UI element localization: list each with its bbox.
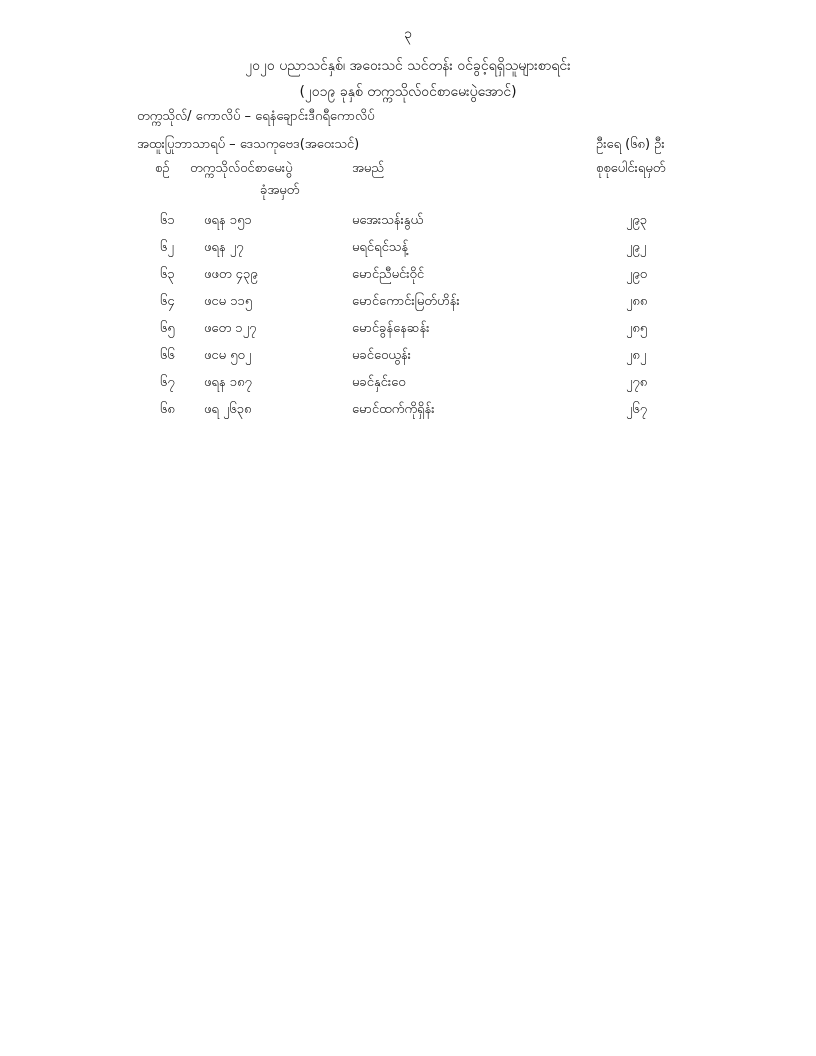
header-exam-id-line2: ခုံအမှတ် — [260, 183, 300, 198]
marks-cell: ၂၈၂ — [626, 348, 647, 363]
exam-id-cell: ဖရန ၂၇ — [204, 240, 244, 255]
name-cell: မခင်နှင်းဝေ — [352, 375, 406, 390]
marks-cell: ၂၈၅ — [626, 321, 648, 336]
exam-id-cell: ဖတေ ၁၂၇ — [204, 321, 257, 336]
serial-cell: ၆၂ — [160, 240, 174, 255]
table-row — [0, 266, 816, 286]
header-serial: စဉ် — [155, 161, 170, 176]
marks-cell: ၂၉၃ — [626, 213, 648, 228]
marks-cell: ၂၇၈ — [626, 375, 648, 390]
university-line: တက္ကသိုလ်/ ကောလိပ် – ရေနံချောင်းဒီဂရီကောလိပ် — [137, 109, 375, 124]
document-title: ၂၀၂၀ ပညာသင်နှစ်၊ အဝေးသင် သင်တန်း ဝင်ခွင့်ရရှိသူများစာရင်း — [245, 58, 571, 74]
name-cell: မခင်ဝေယွန်း — [352, 348, 411, 363]
exam-id-cell: ဖငမ ၁၁၅ — [204, 294, 253, 309]
name-cell: မောင်ညီမင်းဝိုင် — [352, 267, 425, 282]
name-cell: မောင်ထက်ကိုရှိန်း — [352, 402, 435, 417]
table-row — [0, 239, 816, 259]
name-cell: မအေးသန်းနွယ် — [352, 213, 424, 228]
subject-line: အထူးပြုဘာသာရပ် – ဒေသကုဗေဒ(အဝေးသင်) — [137, 137, 360, 152]
marks-cell: ၂၆၇ — [626, 402, 648, 417]
name-cell: မောင်ခွန်နေဆန်း — [352, 321, 430, 336]
table-row — [0, 212, 816, 232]
serial-cell: ၆၅ — [160, 321, 175, 336]
table-row — [0, 401, 816, 421]
exam-id-cell: ဖရန ၁၈၇ — [204, 375, 252, 390]
serial-cell: ၆၁ — [160, 213, 175, 228]
header-name: အမည် — [352, 161, 384, 176]
exam-id-cell: ဖငမ ၅၀၂ — [204, 348, 252, 363]
serial-cell: ၆၆ — [160, 348, 175, 363]
exam-id-cell: ဖဖတ ၄၃၉ — [204, 267, 258, 282]
header-total-marks: စုစုပေါင်းရမှတ် — [596, 161, 666, 176]
table-row — [0, 347, 816, 367]
marks-cell: ၂၈၈ — [626, 294, 648, 309]
header-exam-id: တက္ကသိုလ်ဝင်စာမေးပွဲ — [190, 161, 293, 176]
table-row — [0, 293, 816, 313]
table-row — [0, 374, 816, 394]
serial-cell: ၆၈ — [160, 402, 175, 417]
marks-cell: ၂၉၀ — [626, 267, 648, 282]
serial-cell: ၆၇ — [160, 375, 175, 390]
table-row — [0, 320, 816, 340]
document-subtitle: (၂၀၁၉ ခုနှစ် တက္ကသိုလ်ဝင်စာမေးပွဲအောင်) — [299, 84, 517, 100]
name-cell: မောင်ကောင်းမြတ်ဟိန်း — [352, 294, 460, 309]
marks-cell: ၂၉၂ — [626, 240, 647, 255]
exam-id-cell: ဖရန ၁၅၁ — [204, 213, 252, 228]
name-cell: မရင်ရင်သန့် — [352, 240, 409, 255]
serial-cell: ၆၃ — [160, 267, 175, 282]
total-count: ဦးရေ (၆၈) ဦး — [596, 137, 665, 152]
serial-cell: ၆၄ — [160, 294, 175, 309]
exam-id-cell: ဖရ ၂၆၃၈ — [204, 402, 252, 417]
page-number: ၃ — [404, 26, 412, 42]
